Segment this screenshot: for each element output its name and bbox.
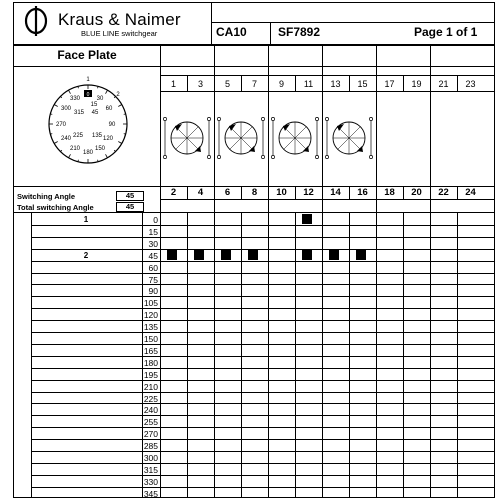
angle-cell: 210 — [143, 381, 158, 392]
contact-top-number: 15 — [357, 79, 368, 89]
table-row-line — [31, 273, 494, 274]
contact-top-number: 9 — [278, 79, 284, 89]
contact-closed-marker — [329, 250, 339, 260]
grid-line — [403, 212, 404, 498]
header-divider — [270, 22, 271, 44]
grid-line — [160, 46, 161, 498]
svg-text:0: 0 — [86, 92, 90, 98]
grid-line — [214, 46, 215, 498]
angle-cell: 90 — [148, 286, 158, 297]
grid-line — [31, 212, 32, 498]
contact-bottom-number: 4 — [197, 187, 204, 198]
table-row-line — [31, 380, 494, 381]
svg-text:210: 210 — [69, 146, 81, 152]
contact-top-number: 17 — [384, 79, 395, 89]
angle-cell: 300 — [143, 453, 158, 463]
position-label: 2 — [83, 250, 89, 260]
table-row-line — [31, 487, 494, 488]
total-angle-value: 45 — [116, 202, 144, 212]
svg-text:240: 240 — [60, 136, 72, 142]
face-plate-title: Face Plate — [57, 48, 117, 62]
switching-angle-label: Switching Angle — [17, 192, 76, 201]
table-row-line — [31, 356, 494, 357]
angle-cell: 30 — [148, 238, 158, 249]
switch-code: SF7892 — [278, 25, 321, 39]
logo-icon — [20, 5, 52, 37]
header-divider — [211, 22, 494, 23]
contact-cell-symbol — [163, 117, 210, 158]
table-row-line — [31, 320, 494, 321]
angle-cell: 315 — [143, 464, 158, 475]
table-row-line — [31, 249, 494, 250]
grid-line — [13, 186, 160, 187]
svg-text:60: 60 — [105, 106, 113, 112]
contact-top-number: 3 — [197, 79, 203, 89]
table-row-line — [31, 225, 494, 226]
svg-text:300: 300 — [60, 106, 72, 112]
table-row-line — [31, 308, 494, 309]
angle-cell: 330 — [143, 476, 158, 487]
grid-line — [430, 46, 431, 498]
angle-cell: 15 — [148, 226, 158, 237]
contact-cell-symbol — [217, 117, 264, 158]
contact-bottom-number: 24 — [465, 187, 476, 198]
angle-cell: 240 — [143, 405, 158, 416]
svg-text:45: 45 — [91, 110, 99, 116]
angle-cell: 105 — [143, 298, 158, 309]
contact-bottom-number: 14 — [330, 187, 341, 198]
contact-bottom-number: 12 — [303, 187, 314, 198]
table-row-line — [31, 332, 494, 333]
contact-bottom-number: 2 — [170, 187, 177, 198]
angle-cell: 45 — [148, 250, 158, 261]
grid-line — [376, 46, 377, 498]
grid-line — [187, 212, 188, 498]
page-number: Page 1 of 1 — [414, 25, 478, 39]
table-row-line — [31, 451, 494, 452]
angle-cell: 60 — [148, 262, 158, 273]
angle-cell: 150 — [143, 334, 158, 344]
table-row-line — [31, 427, 494, 428]
angle-cell: 345 — [143, 488, 158, 499]
table-row-line — [31, 344, 494, 345]
angle-cell: 270 — [143, 429, 158, 440]
grid-line — [160, 75, 494, 76]
angle-cell: 255 — [143, 417, 158, 428]
contact-top-number: 19 — [411, 79, 422, 89]
svg-text:90: 90 — [108, 122, 116, 128]
dial-pos-2: 2 — [116, 92, 120, 98]
contact-bottom-number: 16 — [357, 187, 368, 198]
angle-cell: 120 — [143, 310, 158, 321]
switch-type: CA10 — [216, 25, 247, 39]
table-row-line — [31, 237, 494, 238]
contact-bottom-number: 10 — [276, 187, 287, 198]
contact-closed-marker — [248, 250, 258, 260]
table-row-line — [31, 403, 494, 404]
svg-text:120: 120 — [102, 136, 114, 142]
svg-text:15: 15 — [90, 102, 98, 108]
dial-pos-1: 1 — [86, 77, 90, 83]
svg-text:225: 225 — [72, 133, 84, 139]
sheet-border — [13, 2, 495, 3]
svg-text:30: 30 — [96, 96, 104, 102]
table-row-line — [31, 296, 494, 297]
table-row-line — [31, 415, 494, 416]
contact-top-number: 21 — [438, 79, 449, 89]
angle-cell: 285 — [143, 441, 158, 452]
table-row-line — [31, 475, 494, 476]
brand-name: Kraus & Naimer — [58, 10, 181, 29]
face-plate-divider — [13, 66, 495, 67]
position-label: 1 — [83, 215, 89, 224]
total-angle-label: Total switching Angle — [17, 203, 94, 212]
contact-closed-marker — [302, 250, 312, 260]
angle-cell: 195 — [143, 369, 158, 380]
grid-line — [13, 212, 495, 213]
angle-cell: 135 — [143, 322, 158, 333]
contact-closed-marker — [194, 250, 204, 260]
contact-closed-marker — [167, 250, 177, 260]
grid-line — [295, 212, 296, 498]
contact-bottom-number: 18 — [384, 187, 395, 198]
contact-bottom-number: 20 — [411, 187, 422, 198]
angle-cell: 0 — [153, 215, 158, 225]
grid-line — [241, 212, 242, 498]
grid-line — [160, 91, 494, 92]
grid-line — [160, 199, 494, 200]
table-row-line — [31, 368, 494, 369]
contact-top-number: 11 — [303, 79, 314, 89]
angle-cell: 225 — [143, 393, 158, 404]
table-row-line — [31, 284, 494, 285]
contact-top-number: 13 — [330, 79, 341, 89]
grid-line — [349, 212, 350, 498]
table-row-line — [31, 463, 494, 464]
contact-top-number: 7 — [251, 79, 257, 89]
angle-cell: 75 — [148, 274, 158, 285]
angle-cell: 165 — [143, 345, 158, 356]
contact-cell-symbol — [325, 117, 372, 158]
contact-bottom-number: 8 — [251, 187, 258, 198]
contact-bottom-number: 6 — [224, 187, 231, 198]
sheet-border — [13, 2, 14, 498]
svg-text:150: 150 — [94, 146, 106, 152]
header-divider — [13, 44, 495, 46]
dial-icon — [38, 74, 138, 174]
grid-line — [322, 46, 323, 498]
grid-line — [457, 212, 458, 498]
table-row-line — [31, 439, 494, 440]
brand-subtitle: BLUE LINE switchgear — [81, 29, 158, 38]
table-row-line — [31, 261, 494, 262]
switching-angle-value: 45 — [116, 191, 144, 201]
table-row-line — [31, 392, 494, 393]
contact-top-number: 1 — [170, 79, 176, 89]
svg-text:315: 315 — [73, 110, 85, 116]
sheet-border — [13, 497, 495, 498]
contact-closed-marker — [302, 214, 312, 224]
sheet-border — [494, 2, 495, 498]
contact-bottom-number: 22 — [438, 187, 449, 198]
contact-closed-marker — [221, 250, 231, 260]
svg-text:180: 180 — [82, 150, 94, 156]
contact-top-number: 23 — [465, 79, 476, 89]
contact-cell-symbol — [271, 117, 318, 158]
grid-line — [268, 46, 269, 498]
header-divider — [211, 2, 212, 44]
svg-text:330: 330 — [69, 96, 81, 102]
svg-text:270: 270 — [55, 122, 67, 128]
angle-cell: 180 — [143, 357, 158, 368]
contact-top-number: 5 — [224, 79, 230, 89]
contact-closed-marker — [356, 250, 366, 260]
svg-text:135: 135 — [91, 133, 103, 139]
